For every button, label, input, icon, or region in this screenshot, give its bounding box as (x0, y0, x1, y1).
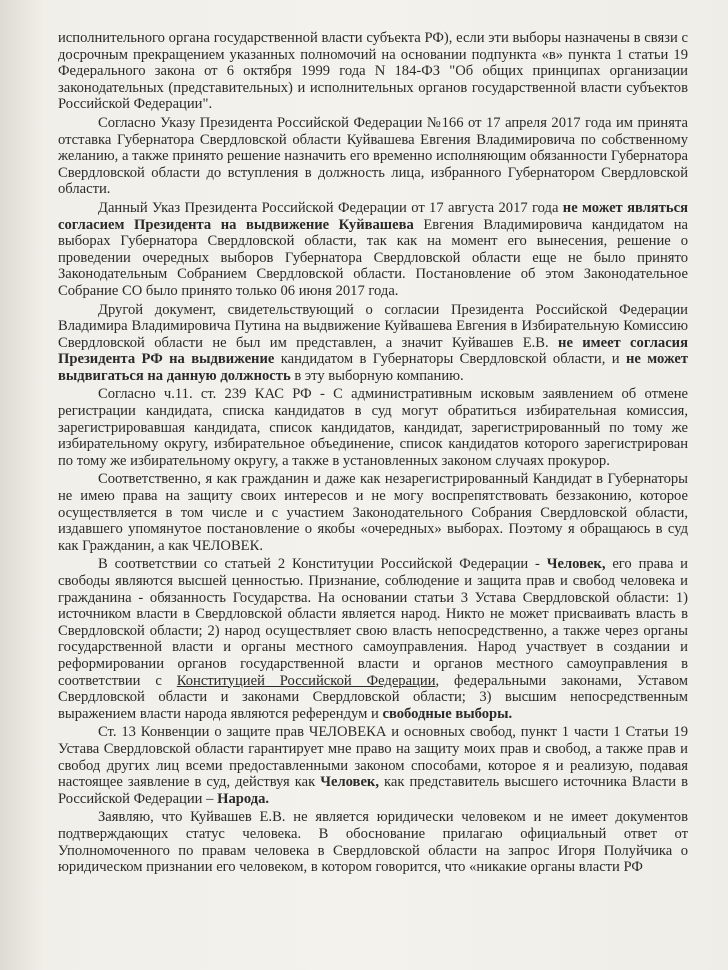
paragraph-citizen (58, 471, 688, 554)
paragraph-text: в эту выборную компанию. (290, 367, 464, 384)
bold-text: не может выдвигаться на данную должность (58, 351, 688, 384)
paragraph-text: Евгения Владимировича кандидатом на выборах Губернатора Свердловской области, так как на момент его вынесения, решение о проведении очередных выборов Губернатора Свердловской области еще не было принято Законодательным Собранием Свердловской области. Постановление об этом Законодательное Собрание СО было принято только 06 июня 2017 года. (58, 216, 688, 299)
paragraph-text: Согласно ч.11. ст. 239 КАС РФ - С административным исковым заявлением об отмене регистрации кандидата, списка кандидатов в суд могут обратиться избирательная комиссия, зарегистрировавшая кандидата, список кандидатов, кандидат, зарегистрированный по тому же избирательному округу, избирательное объединение, список кандидатов которого зарегистрирован по тому же избирательному округу, а также в установленных законом случаях прокурор. (58, 386, 688, 469)
bold-text: Человек, (546, 556, 606, 573)
paragraph-resignation (58, 115, 688, 198)
paragraph-kas (58, 386, 688, 469)
bold-text: Человек, (320, 774, 379, 791)
paragraph-text: Другой документ, свидетельствующий о согласии Президента Российской Федерации Владимира Владимировича Путина на выдвижение Куйвашева Евгения в Избирательную Комиссию Свердловской области не был им представлен, а значит Куйвашев Е.В. (58, 301, 688, 351)
paragraph-consent (58, 302, 688, 385)
paragraph-text: , федеральными законами, Уставом Свердловской области и законами Свердловской области; 3) высшим непосредственным выражением власти народа являются референдум и (58, 672, 688, 722)
bold-text: не имеет согласия Президента РФ на выдвижение (58, 334, 688, 368)
paragraph-continuation (58, 30, 688, 113)
paragraph-decree (58, 200, 688, 300)
paragraph-text: Заявляю, что Куйвашев Е.В. не является юридически человеком и не имеет документов подтверждающих статус человека. В обоснование прилагаю официальный ответ от Уполномоченного по правам человека в Свердловской области на запрос Игоря Полуйчика о юридическом признании его человеком, в котором говорится, что «никакие органы власти РФ (58, 809, 688, 876)
bold-text: свободные выборы. (382, 705, 513, 722)
underlined-text: Конституцией Российской Федерации (176, 672, 436, 689)
bold-text: не может являться согласием Президента на выдвижение Куйвашева (58, 199, 689, 233)
paragraph-text: Согласно Указу Президента Российской Федерации №166 от 17 апреля 2017 года им принята отставка Губернатора Свердловской области Куйвашева Евгения Владимировича по собственному желанию, а также принято решение назначить его временно исполняющим обязанности Губернатора Свердловской области до вступления в должность лица, избранного Губернатором Свердловской области. (58, 114, 688, 198)
paragraph-text: Ст. 13 Конвенции о защите прав ЧЕЛОВЕКА и основных свобод, пункт 1 части 1 Статьи 19 Устава Свердловской области гарантирует мне право на защиту моих прав и свобод, а также прав и свобод других лиц всеми предоставленными законом способами, которое я и реализую, подавая настоящее заявление в суд, действуя как (58, 724, 688, 791)
paragraph-statement (58, 809, 688, 875)
paragraph-text: Данный Указ Президента Российской Федерации от 17 августа 2017 года (98, 199, 563, 216)
paragraph-convention (58, 724, 688, 807)
paragraph-constitution (58, 556, 688, 722)
paragraph-text: его права и свободы являются высшей ценностью. Признание, соблюдение и защита прав и свобод человека и гражданина - обязанность Государства. На основании статьи 3 Устава Свердловской области: 1) источником власти в Свердловской области является народ. Никто не может присваивать власть в Свердловской области; 2) народ осуществляет свою власть непосредственно, а также через органы государственной власти и органы местного самоуправления. Народ участвует в создании и реформировании органов государственной власти и органов местного самоуправления в соответствии с (58, 556, 688, 689)
document-body (58, 30, 688, 878)
paragraph-text: В соответствии со статьей 2 Конституции Российской Федерации - (98, 556, 547, 573)
paragraph-text: Соответственно, я как гражданин и даже как незарегистрированный Кандидат в Губернаторы не имею права на защиту своих интересов и не могу воспрепятствовать беззаконию, которое осуществляется в том числе и с участием Законодательного Собрания Свердловской области, издавшего упомянутое постановление о якобы «очередных» выборах. Поэтому я обращаюсь в суд как Гражданин, а как ЧЕЛОВЕК. (58, 471, 688, 554)
paragraph-text: кандидатом в Губернаторы Свердловской области, и (274, 351, 626, 368)
paragraph-text: как представитель высшего источника Власти в Российской Федерации – (58, 774, 688, 807)
paragraph-text: исполнительного органа государственной власти субъекта РФ), если эти выборы назначены в связи с досрочным прекращением указанных полномочий на основании подпункта «в» пункта 1 статьи 19 Федерального закона от 6 октября 1999 года N 184-ФЗ "Об общих принципах организации законодательных (представительных) и исполнительных органов государственной власти субъектов Российской Федерации". (58, 30, 688, 113)
bold-text: Народа. (217, 790, 270, 807)
